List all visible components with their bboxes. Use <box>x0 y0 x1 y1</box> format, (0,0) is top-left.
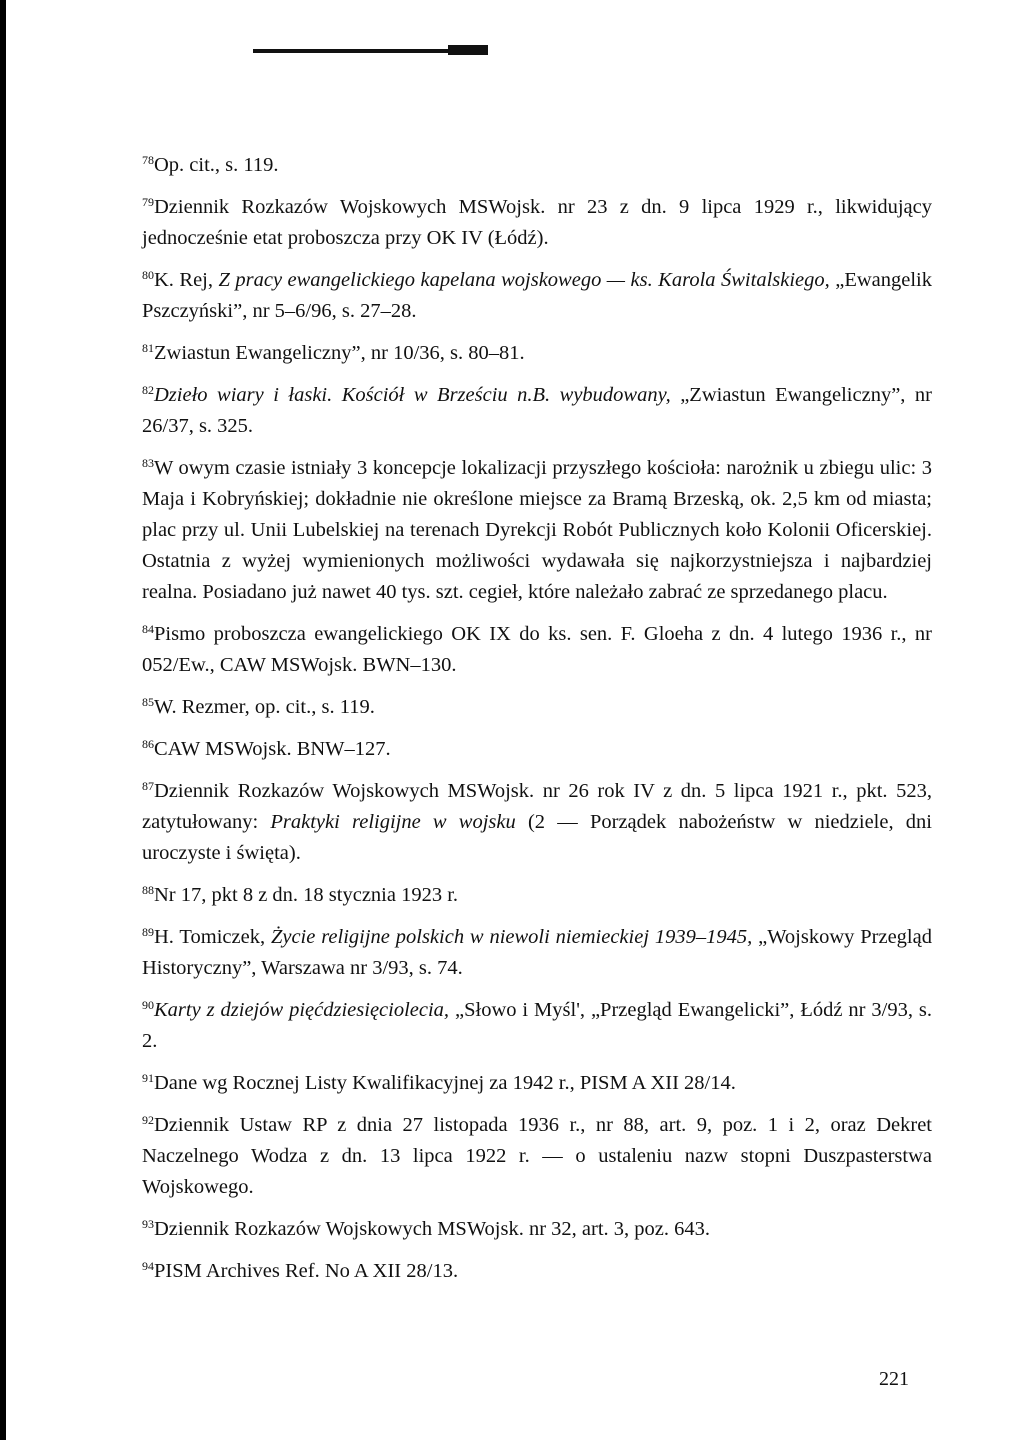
footnote-number: 89 <box>142 925 154 939</box>
footnote <box>142 338 932 369</box>
footnote-number: 88 <box>142 883 154 897</box>
footnote-text: PISM Archives Ref. No A XII 28/13. <box>154 1260 459 1282</box>
footnote-number: 92 <box>142 1113 154 1127</box>
footnote-number: 94 <box>142 1259 154 1273</box>
document-page <box>6 0 1024 1440</box>
footnote <box>142 150 932 181</box>
footnote-text: Nr 17, pkt 8 z dn. 18 stycznia 1923 r. <box>154 884 459 906</box>
footnote-title-text: Praktyki religijne w wojsku <box>270 811 516 833</box>
footnote <box>142 265 932 327</box>
footnote-number: 91 <box>142 1071 154 1085</box>
page-number: 221 <box>879 1368 909 1390</box>
footnote-number: 93 <box>142 1217 154 1231</box>
footnote-text: (2 — Porządek nabożeństw w niedziele, dni uroczyste i święta). <box>142 811 932 864</box>
footnote <box>142 692 932 723</box>
footnote-number: 85 <box>142 695 154 709</box>
footnote-text: Dziennik Rozkazów Wojskowych MSWojsk. nr 26 rok IV z dn. 5 lipca 1921 r., pkt. 523, zatytułowany: <box>142 780 932 833</box>
footnote <box>142 776 932 869</box>
footnote-number: 79 <box>142 195 154 209</box>
footnote <box>142 619 932 681</box>
footnote-number: 83 <box>142 456 154 470</box>
footnote <box>142 922 932 984</box>
footnote-number: 82 <box>142 383 154 397</box>
header-rule <box>253 49 488 53</box>
footnote-text: W. Rezmer, op. cit., s. 119. <box>154 696 375 718</box>
footnote-text: Dane wg Rocznej Listy Kwalifikacyjnej za 1942 r., PISM A XII 28/14. <box>154 1072 736 1094</box>
footnote-number: 86 <box>142 737 154 751</box>
footnote <box>142 880 932 911</box>
footnote-title-text: Karty z dziejów pięćdziesięciolecia, <box>154 999 450 1021</box>
footnote-text: Pismo proboszcza ewangelickiego OK IX do ks. sen. F. Gloeha z dn. 4 lutego 1936 r., nr 052/Ew., CAW MSWojsk. BWN–130. <box>142 623 932 676</box>
footnote-text: W owym czasie istniały 3 koncepcje lokalizacji przyszłego kościoła: narożnik u zbiegu ulic: 3 Maja i Kobryńskiej; dokładnie nie określone miejsce za Bramą Brzeską, ok. 2,5 km od miasta; plac przy ul. Unii Lubelskiej na terenach Dyrekcji Robót Publicznych koło Kolonii Oficerskiej. Ostatnia z wyżej wymienionych możliwości wydawała się najkorzystniejsza i najbardziej realna. Posiadano już nawet 40 tys. szt. cegieł, które należało zabrać ze sprzedanego placu. <box>142 457 932 603</box>
footnote-text: H. Tomiczek, <box>154 926 271 948</box>
footnote <box>142 1214 932 1245</box>
footnote-title-text: Życie religijne polskich w niewoli niemieckiej 1939–1945, <box>270 926 753 948</box>
footnote <box>142 380 932 442</box>
footnote-number: 81 <box>142 341 154 355</box>
footnote <box>142 1256 932 1287</box>
footnote-text: Dziennik Rozkazów Wojskowych MSWojsk. nr 23 z dn. 9 lipca 1929 r., likwidujący jednocześnie etat proboszcza przy OK IV (Łódź). <box>142 196 932 249</box>
footnote-title-text: Dzieło wiary i łaski. Kościół w Brześciu n.B. wybudowany, <box>154 384 671 406</box>
footnote-text: K. Rej, <box>154 269 219 291</box>
footnote-number: 80 <box>142 268 154 282</box>
footnote-text: Dziennik Rozkazów Wojskowych MSWojsk. nr 32, art. 3, poz. 643. <box>154 1218 711 1240</box>
footnote <box>142 1110 932 1203</box>
footnote <box>142 453 932 608</box>
footnote-title-text: Z pracy ewangelickiego kapelana wojskowego — ks. Karola Świtalskiego, <box>218 269 830 291</box>
footnote <box>142 995 932 1057</box>
footnote-number: 87 <box>142 779 154 793</box>
footnote-text: „Wojskowy Przegląd Historyczny”, Warszawa nr 3/93, s. 74. <box>142 926 932 979</box>
footnote-text: „Słowo i Myśl', „Przegląd Ewangelicki”, Łódź nr 3/93, s. 2. <box>142 999 932 1052</box>
footnote <box>142 734 932 765</box>
footnote <box>142 192 932 254</box>
footnote-number: 84 <box>142 622 154 636</box>
footnote-number: 78 <box>142 153 154 167</box>
footnote <box>142 1068 932 1099</box>
footnote-text: CAW MSWojsk. BNW–127. <box>154 738 391 760</box>
footnote-text: Dziennik Ustaw RP z dnia 27 listopada 1936 r., nr 88, art. 9, poz. 1 i 2, oraz Dekret Naczelnego Wodza z dn. 13 lipca 1922 r. — o ustaleniu nazw stopni Duszpasterstwa Wojskowego. <box>142 1114 932 1198</box>
footnote-text: Zwiastun Ewangeliczny”, nr 10/36, s. 80–81. <box>154 342 525 364</box>
footnote-text: Op. cit., s. 119. <box>154 154 279 176</box>
footnotes-list <box>142 150 932 1298</box>
footnote-text: „Zwiastun Ewangeliczny”, nr 26/37, s. 325. <box>142 384 932 437</box>
footnote-number: 90 <box>142 998 154 1012</box>
footnote-text: „Ewangelik Pszczyński”, nr 5–6/96, s. 27–28. <box>142 269 933 322</box>
